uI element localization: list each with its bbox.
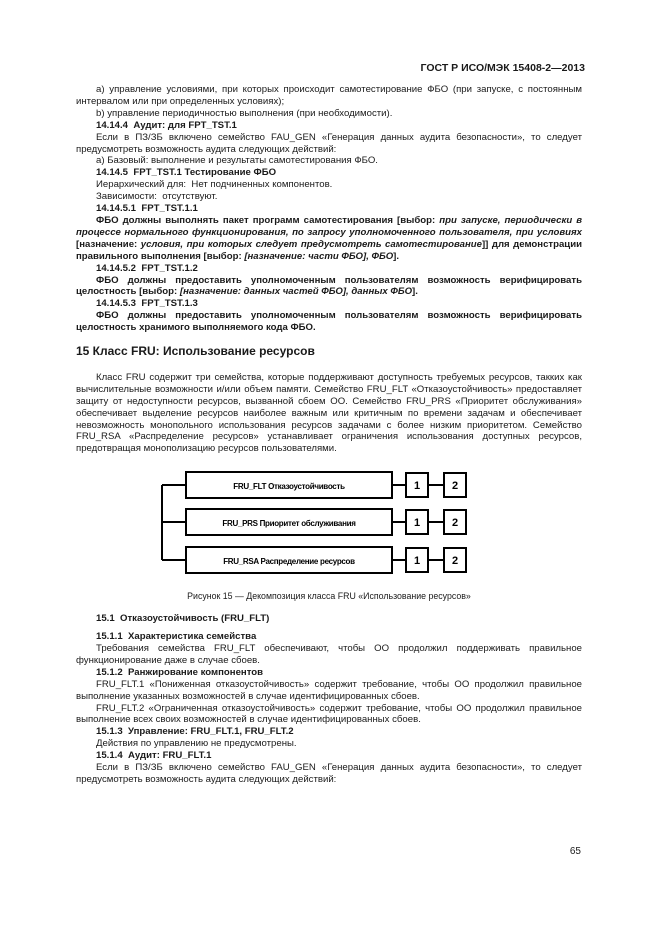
- paragraph: FRU_FLT.2 «Ограниченная отказоустойчивость» содержит требование, чтобы ОО продолжил правильное выполнение всех своих возможностей в случае идентифицированных сбоев.: [76, 702, 582, 726]
- subsection-heading: 15.1.4 Аудит: FRU_FLT.1: [96, 750, 212, 762]
- paragraph: Иерархический для: Нет подчиненных компонентов.: [96, 179, 333, 191]
- family-label-prs: FRU_PRS Приоритет обслуживания: [222, 519, 356, 529]
- section-intro: Класс FRU содержит три семейства, которые поддерживают доступность требуемых ресурсов, такких как вычислительные возможности и/или объем памяти. Семейство FRU_FLT «Отказоустойчивость» предоставляет защиту от недоступности ресурсов, вызванной сбоем ОО. Семейство FRU_PRS «Приоритет обслуживания» обеспечивает выделение ресурсов наиболее важным или критичным по времени задачам и обеспечивает невозможность монопольного использования ресурсов задачами с более низким приоритетом. Семейство FRU_RSA «Распределение ресурсов» устанавливает ограничения использования доступных ресурсов, предотвращая монополизацию ресурсов пользователями.: [76, 371, 582, 455]
- family-row-flt: [162, 472, 466, 498]
- svg-text:1: 1: [413, 517, 421, 530]
- document-header: ГОСТ Р ИСО/МЭК 15408-2—2013: [420, 62, 585, 74]
- paragraph: Действия по управлению не предусмотрены.: [96, 738, 297, 750]
- paragraph: Требования семейства FRU_FLT обеспечивают, чтобы ОО продолжил поддерживать правильное функционирование даже в случае сбоев.: [76, 643, 582, 666]
- subsection-heading: 15.1.2 Ранжирование компонентов: [96, 666, 264, 678]
- paragraph: Если в ПЗ/ЗБ включено семейство FAU_GEN «Генерация данных аудита безопасности», то следует предусмотреть возможность аудита следующих действий:: [76, 131, 582, 155]
- subsection-heading: 15.1 Отказоустойчивость (FRU_FLT): [96, 613, 270, 625]
- svg-text:2: 2: [451, 555, 459, 568]
- svg-text:1: 1: [413, 480, 421, 493]
- requirement-text: ФБО должны выполнять пакет программ самотестирования [выбор: при запуске, периодически в процессе нормального функционирования, по запросу уполномоченного пользователя, при условиях [назначение: условия, при которых следует предусмотреть самотестирование]] для демонстрации правильного выполнения [выбор: [назначение: части ФБО], ФБО].: [76, 214, 583, 262]
- decomposition-diagram: [76, 465, 582, 587]
- family-label-flt: FRU_FLT Отказоустойчивость: [233, 482, 345, 492]
- section-heading: 15 Класс FRU: Использование ресурсов: [76, 344, 315, 359]
- svg-text:2: 2: [451, 480, 459, 493]
- subsection-heading: 15.1.3 Управление: FRU_FLT.1, FRU_FLT.2: [96, 726, 294, 738]
- paragraph: Если в ПЗ/ЗБ включено семейство FAU_GEN «Генерация данных аудита безопасности», то следует предусмотреть возможность аудита следующих действий:: [76, 762, 582, 785]
- paragraph: Зависимости: отсутствуют.: [96, 191, 218, 203]
- family-row-prs: [162, 509, 466, 535]
- family-row-rsa: [162, 547, 466, 573]
- family-label-rsa: FRU_RSA Распределение ресурсов: [223, 557, 355, 567]
- paragraph: FRU_FLT.1 «Пониженная отказоустойчивость» содержит требование, чтобы ОО продолжил правильное выполнение указанных возможностей в случае идентифицированных сбоев.: [76, 678, 582, 702]
- subsection-heading: 14.14.5 FPT_TST.1 Тестирование ФБО: [96, 167, 277, 179]
- requirement-text: ФБО должны предоставить уполномоченным пользователям возможность верифицировать целостность [выбор: [назначение: данных частей ФБО], данных ФБО].: [76, 274, 582, 298]
- element-heading: 14.14.5.2 FPT_TST.1.2: [96, 262, 198, 274]
- paragraph: b) управление периодичностью выполнения (при необходимости).: [96, 107, 393, 119]
- figure-caption: Рисунок 15 — Декомпозиция класса FRU «Использование ресурсов»: [187, 591, 471, 602]
- page-content: [76, 84, 582, 786]
- subsection-heading: 14.14.4 Аудит: для FPT_TST.1: [96, 119, 237, 131]
- subsection-heading: 15.1.1 Характеристика семейства: [96, 631, 257, 643]
- page-number: 65: [569, 846, 581, 857]
- element-heading: 14.14.5.1 FPT_TST.1.1: [96, 203, 198, 215]
- figure-15: [76, 465, 582, 587]
- paragraph: a) управление условиями, при которых происходит самотестирование ФБО (при запуске, с постоянным интервалом или при определенных условиях);: [76, 84, 582, 107]
- requirement-text: ФБО должны предоставить уполномоченным пользователям возможность верифицировать целостность хранимого выполняемого кода ФБО.: [76, 310, 582, 334]
- svg-text:2: 2: [451, 517, 459, 530]
- element-heading: 14.14.5.3 FPT_TST.1.3: [96, 298, 198, 310]
- svg-text:1: 1: [413, 555, 421, 568]
- paragraph: a) Базовый: выполнение и результаты самотестирования ФБО.: [96, 155, 378, 167]
